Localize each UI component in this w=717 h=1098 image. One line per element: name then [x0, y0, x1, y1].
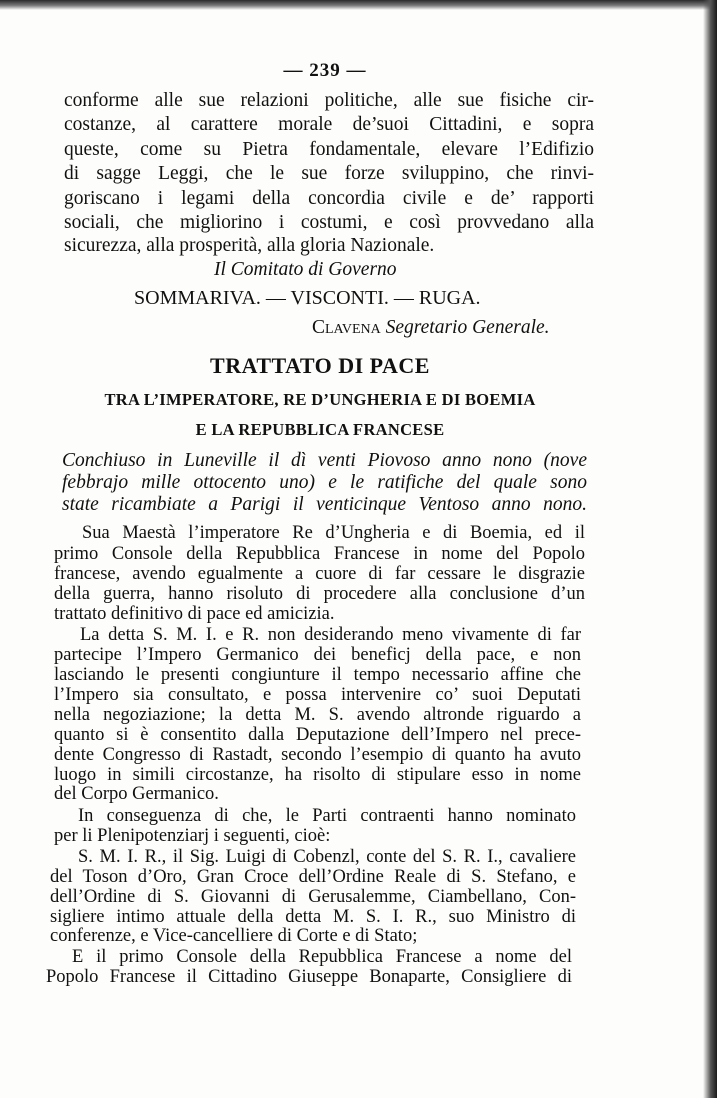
- text-line: dell’Ordine di S. Giovanni di Gerusalemme, Ciambellano, Con-: [50, 887, 576, 907]
- text-line: primo Console della Repubblica Francese in nome del Popolo: [54, 544, 585, 564]
- text-line: S. M. I. R., il Sig. Luigi di Cobenzl, conte del S. R. I., cavaliere: [78, 847, 576, 867]
- secretary-role: Segretario Generale.: [385, 317, 550, 338]
- text-line: quanto si è consentito dalla Deputazione dell’Impero nel prece-: [54, 725, 581, 745]
- text-line: La detta S. M. I. e R. non desiderando meno vivamente di far: [80, 625, 581, 645]
- text-line: sicurezza, alla prosperità, alla gloria Nazionale.: [64, 235, 435, 256]
- text-line: di sagge Leggi, che le sue forze sviluppino, che rinvi-: [64, 163, 594, 184]
- text-line: del Toson d’Oro, Gran Croce dell’Ordine Reale di S. Stefano, e: [50, 867, 576, 887]
- text-line: trattato definitivo di pace ed amicizia.: [54, 604, 335, 624]
- signature-secretary: [312, 317, 550, 339]
- text-line: francese, avendo egualmente a cuore di far cessare le disgrazie: [54, 564, 585, 584]
- text-line: Popolo Francese il Cittadino Giuseppe Bonaparte, Consigliere di: [46, 967, 572, 987]
- text-line: E il primo Console della Repubblica Francese a nome del: [72, 947, 572, 967]
- signature-committee: Il Comitato di Governo: [214, 259, 397, 280]
- text-line: Sua Maestà l’imperatore Re d’Ungheria e di Boemia, ed il: [82, 523, 585, 543]
- text-line: luogo in simili circostanze, ha risolto di stipulare esso in nome: [54, 765, 581, 785]
- text-line: sociali, che migliorino i costumi, e così provvedano alla: [64, 212, 594, 233]
- text-line: lasciando le presenti congiunture il tempo necessario affine che: [54, 665, 581, 685]
- text-line: sigliere intimo attuale della detta M. S. I. R., suo Ministro di: [50, 907, 576, 927]
- page-number: — 239 —: [283, 60, 367, 81]
- text-line: conforme alle sue relazioni politiche, alle sue fisiche cir-: [64, 90, 594, 111]
- text-line: queste, come su Pietra fondamentale, elevare l’Edifizio: [64, 139, 594, 160]
- text-line: del Corpo Germanico.: [54, 784, 219, 804]
- text-line: conferenze, e Vice-cancelliere di Corte e di Stato;: [50, 926, 418, 946]
- text-line: In conseguenza di che, le Parti contraenti hanno nominato: [78, 806, 576, 826]
- text-line: state ricambiate a Parigi il venticinque Ventoso anno nono.: [62, 494, 587, 515]
- text-line: l’Impero sia consultato, e possa intervenire co’ suoi Deputati: [54, 685, 581, 705]
- treaty-title: TRATTATO DI PACE: [210, 353, 430, 378]
- text-line: partecipe l’Impero Germanico dei beneficj della pace, e non: [54, 645, 581, 665]
- text-line: costanze, al carattere morale de’suoi Cittadini, e sopra: [64, 114, 594, 135]
- text-line: goriscano i legami della concordia civile e de’ rapporti: [64, 188, 594, 209]
- text-line: per li Plenipotenziarj i seguenti, cioè:: [54, 826, 331, 846]
- text-line: della guerra, hanno risoluto di procedere alla conclusione d’un: [54, 584, 585, 604]
- text-line: febbrajo mille ottocento uno) e le ratifiche del quale sono: [62, 472, 587, 493]
- text-line: Conchiuso in Luneville il dì venti Piovoso anno nono (nove: [62, 450, 587, 471]
- treaty-subtitle-1: TRA L’IMPERATORE, RE D’UNGHERIA E DI BOEMIA: [104, 390, 536, 409]
- signature-names: SOMMARIVA. — VISCONTI. — RUGA.: [134, 287, 481, 309]
- text-line: dente Congresso di Rastadt, secondo l’esempio di quanto ha avuto: [54, 745, 581, 765]
- treaty-subtitle-2: E LA REPUBBLICA FRANCESE: [195, 420, 445, 439]
- secretary-name: Clavena: [312, 317, 381, 338]
- text-line: nella negoziazione; la detta M. S. avendo altronde riguardo a: [54, 705, 581, 725]
